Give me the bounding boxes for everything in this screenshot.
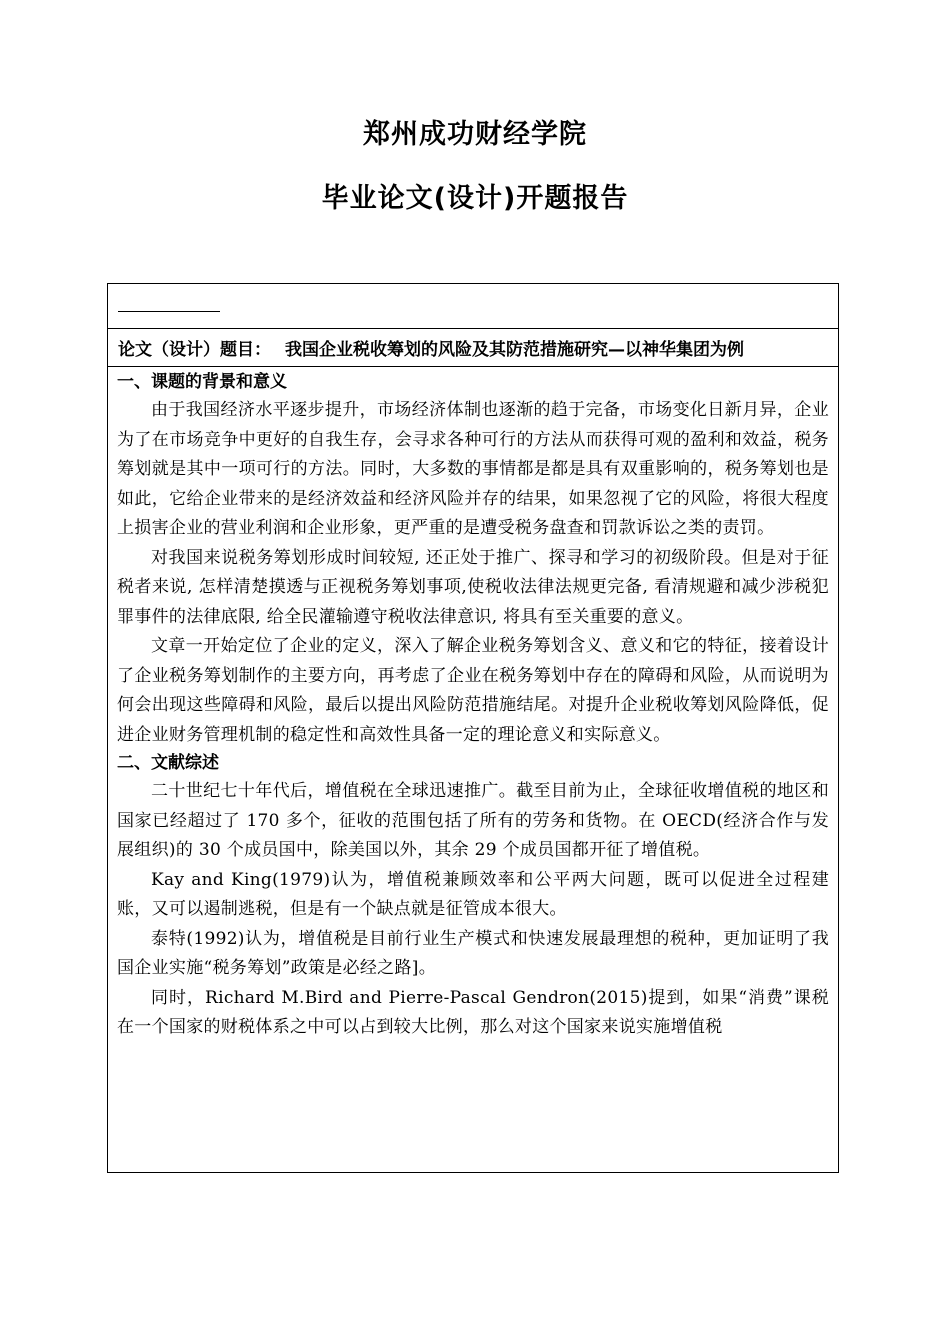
- section-heading-literature-review: 二、文献综述: [117, 753, 219, 773]
- paragraph: 由于我国经济水平逐步提升，市场经济体制也逐渐的趋于完备，市场变化日新月异，企业为了在市场竞争中更好的自我生存，会寻求各种可行的方法从而获得可观的盈利和效益，税务筹划就是其中一项可行的方法。同时，大多数的事情都是都是具有双重影响的，税务筹划也是如此，它给企业带来的是经济效益和经济风险并存的结果，如果忽视了它的风险，将很大程度上损害企业的营业利润和企业形象，更严重的是遭受税务盘查和罚款诉讼之类的责罚。: [117, 400, 829, 538]
- form-header-row: [108, 284, 838, 329]
- institution-title: 郑州成功财经学院: [363, 119, 587, 150]
- form-body: [108, 367, 838, 1172]
- paragraph: 对我国来说税务筹划形成时间较短, 还正处于推广、探寻和学习的初级阶段。但是对于征税者来说, 怎样清楚摸透与正视税务筹划事项,使税收法律法规更完备, 看清规避和减少涉税犯罪事件的法律底限, 给全民灌输遵守税收法律意识, 将具有至关重要的意义。: [117, 547, 829, 627]
- paragraph: 泰特(1992)认为，增值税是目前行业生产模式和快速发展最理想的税种，更加证明了我国企业实施“税务筹划”政策是必经之路]。: [117, 928, 829, 978]
- section-heading-background: 一、课题的背景和意义: [117, 372, 287, 392]
- blank-underline: [118, 311, 220, 312]
- paragraph: 同时，Richard M.Bird and Pierre-Pascal Gendron(2015)提到，如果“消费”课税在一个国家的财税体系之中可以占到较大比例，那么对这个国家来说实施增值税: [117, 987, 829, 1037]
- proposal-form-table: [107, 283, 839, 1173]
- paragraph: 二十世纪七十年代后，增值税在全球迅速推广。截至目前为止，全球征收增值税的地区和国家已经超过了 170 多个，征收的范围包括了所有的劳务和货物。在 OECD(经济合作与发展组织)的 30 个成员国中，除美国以外，其余 29 个成员国都开征了增值税。: [117, 781, 829, 860]
- document-title: 毕业论文(设计)开题报告: [321, 183, 629, 214]
- topic-value: 我国企业税收筹划的风险及其防范措施研究—以神华集团为例: [285, 340, 744, 360]
- topic-row: [108, 329, 838, 367]
- paragraph: 文章一开始定位了企业的定义，深入了解企业税务筹划含义、意义和它的特征，接着设计了企业税务筹划制作的主要方向，再考虑了企业在税务筹划中存在的障碍和风险，从而说明为何会出现这些障碍和风险，最后以提出风险防范措施结尾。对提升企业税收筹划风险降低，促进企业财务管理机制的稳定性和高效性具备一定的理论意义和实际意义。: [117, 636, 829, 745]
- paragraph: Kay and King(1979)认为，增值税兼顾效率和公平两大问题，既可以促进全过程建账，又可以遏制逃税，但是有一个缺点就是征管成本很大。: [117, 869, 829, 919]
- topic-label: 论文（设计）题目：: [118, 340, 271, 360]
